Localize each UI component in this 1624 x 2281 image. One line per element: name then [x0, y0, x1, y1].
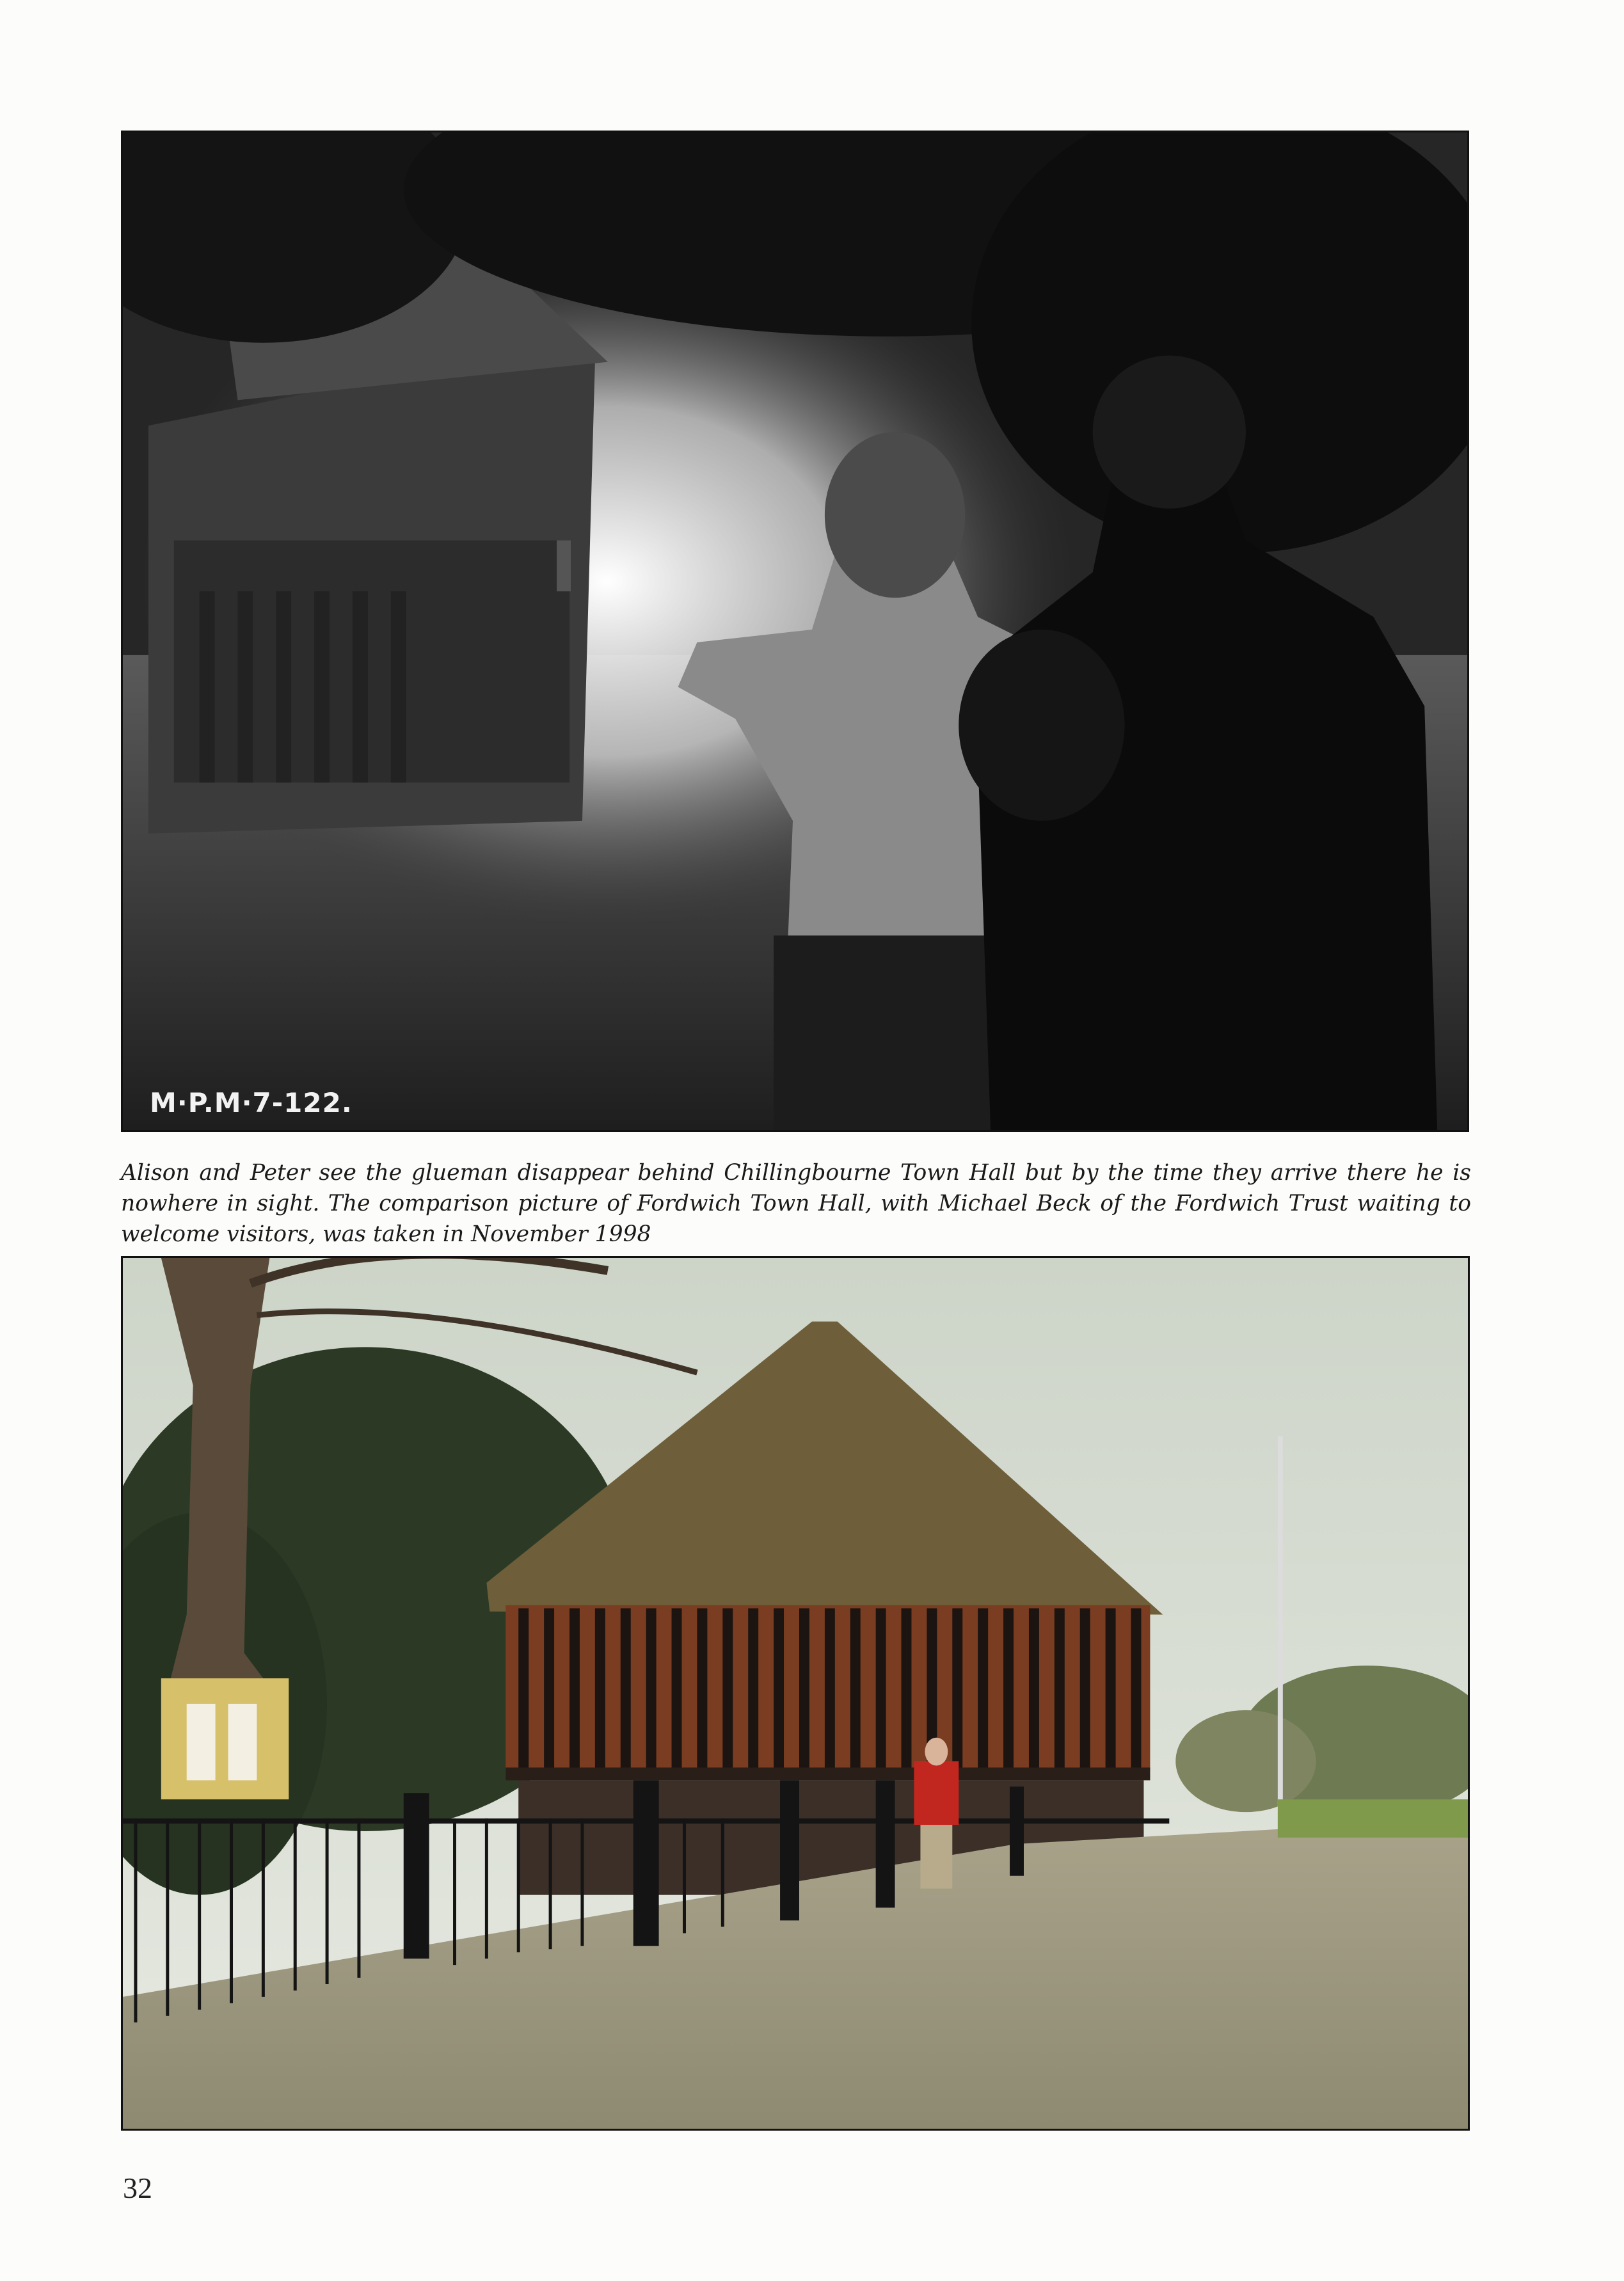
film-still-photo	[121, 131, 1469, 1132]
film-reference-mark: M·P.M·7-122.	[150, 1087, 353, 1118]
town-hall-comparison-photo	[121, 1256, 1470, 2131]
photo-caption: Alison and Peter see the glueman disappear behind Chillingbourne Town Hall but by the time they arrive there he is nowhere in sight. The comparison picture of Fordwich Town Hall, with Michael Beck of the Fordwich Trust waiting to welcome visitors, was taken in November 1998	[121, 1159, 1471, 1247]
film-still-image	[123, 132, 1467, 1130]
page-number: 32	[123, 2172, 152, 2204]
town-hall-image	[123, 1258, 1468, 2129]
